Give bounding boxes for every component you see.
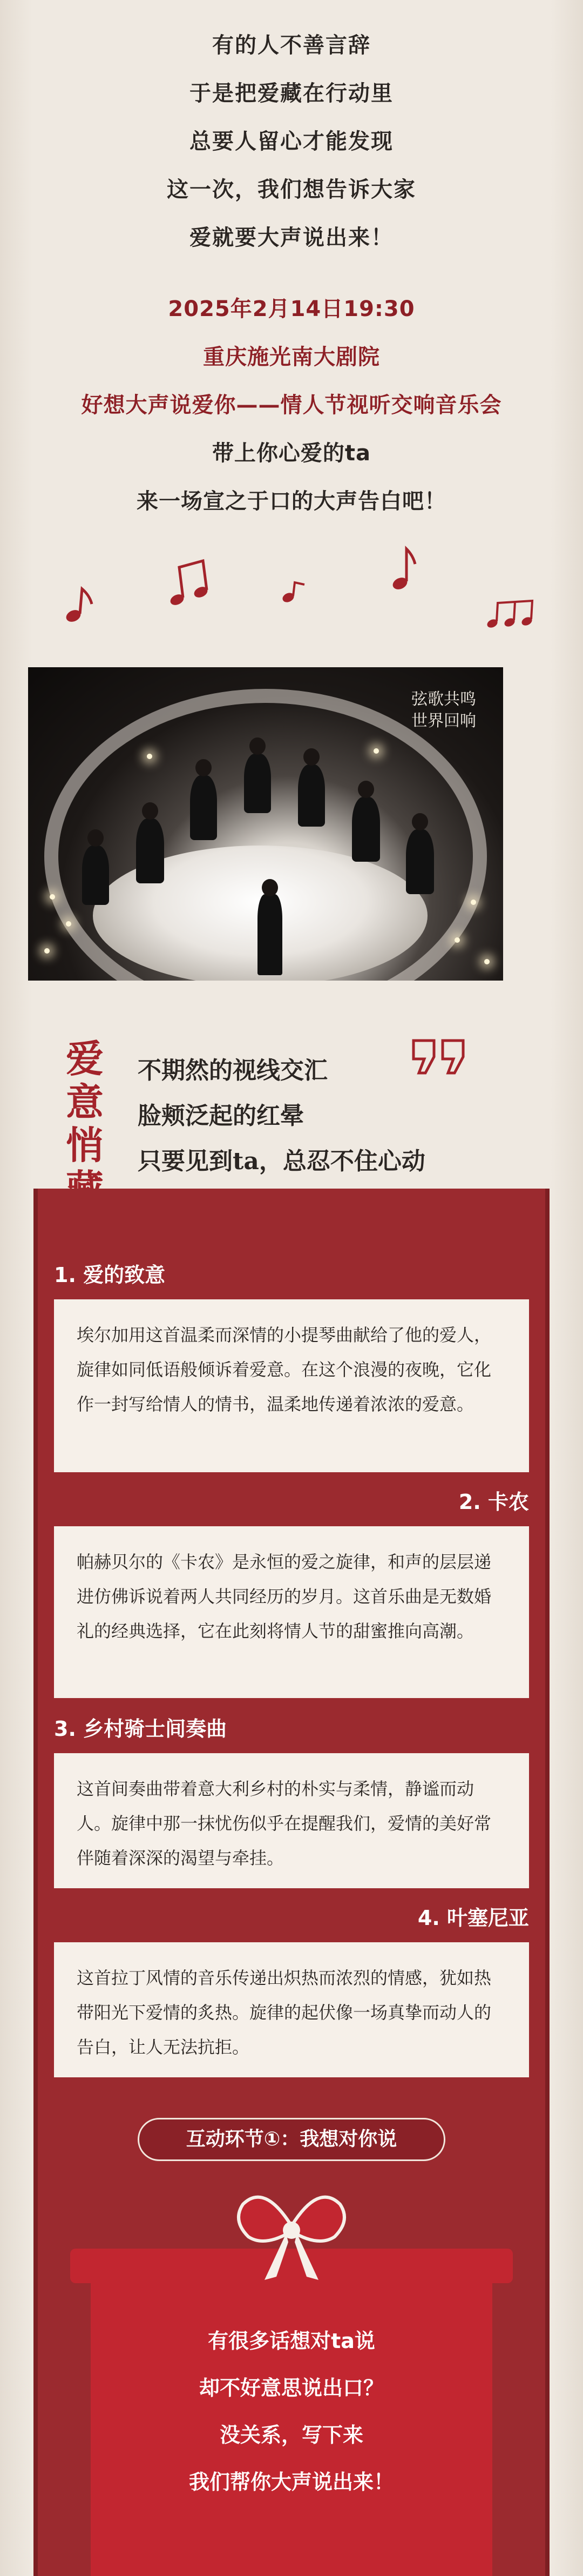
piece-heading: 1. 爱的致意 [54, 1263, 166, 1287]
love-line: 脸颊泛起的红晕 [138, 1102, 304, 1130]
piece-description: 帕赫贝尔的《卡农》是永恒的爱之旋律，和声的层层递进仿佛诉说着两人共同经历的岁月。这首乐曲是无数婚礼的经典选择，它在此刻将情人节的甜蜜推向高潮。 [77, 1552, 492, 1641]
event-venue: 重庆施光南大剧院 [203, 345, 380, 370]
intro-poem [0, 22, 583, 262]
gift-line: 却不好意思说出口？ [199, 2376, 384, 2400]
piece-description: 这首间奏曲带着意大利乡村的朴实与柔情，静谧而动人。旋律中那一抹忧伤似乎在提醒我们，爱情的美好常伴随着深深的渴望与牵挂。 [77, 1779, 492, 1868]
small-note-icon [281, 578, 308, 605]
piece-description: 埃尔加用这首温柔而深情的小提琴曲献给了他的爱人，旋律如同低语般倾诉着爱意。在这个浪漫的夜晚，它化作一封写给情人的情书，温柔地传递着浓浓的爱意。 [77, 1325, 492, 1414]
double-note-icon [168, 556, 212, 611]
event-info [0, 285, 583, 526]
bow-icon [232, 2188, 351, 2287]
gift-line: 我们帮你大声说出来！ [188, 2470, 394, 2494]
music-note-icon [64, 583, 96, 627]
piece-card [54, 1299, 529, 1472]
intro-line: 有的人不善言辞 [212, 33, 371, 58]
intro-line: 这一次，我们想告诉大家 [167, 177, 416, 202]
piece-heading: 2. 卡农 [458, 1490, 529, 1514]
music-note-icon [391, 546, 418, 594]
triple-note-icon [486, 599, 534, 631]
love-title: 爱 意 悄 [66, 1036, 104, 1168]
event-datetime: 2025年2月14日19:30 [168, 297, 415, 321]
intro-line: 总要人留心才能发现 [189, 129, 394, 154]
love-line: 只要见到ta，总忍不住心动 [138, 1148, 425, 1175]
photo-caption: 弦歌共鸣 世界回响 [411, 690, 476, 730]
intro-line: 爱就要大声说出来！ [189, 225, 394, 250]
piece-heading: 4. 叶塞尼亚 [417, 1906, 529, 1930]
concert-photo [28, 667, 503, 981]
piece-description: 这首拉丁风情的音乐传递出炽热而浓烈的情感，犹如热带阳光下爱情的炙热。旋律的起伏像一场真挚而动人的告白，让人无法抗拒。 [77, 1968, 492, 2057]
piece-card [54, 1753, 529, 1888]
interactive-section-label: 互动环节①：我想对你说 [138, 2118, 445, 2161]
event-call: 来一场宣之于口的大声告白吧！ [137, 489, 446, 514]
gift-line: 没关系，写下来 [219, 2423, 363, 2447]
concert-title: 好想大声说爱你——情人节视听交响音乐会 [81, 393, 502, 418]
piece-heading: 3. 乡村骑士间奏曲 [54, 1717, 227, 1741]
gift-line: 有很多话想对ta说 [208, 2329, 375, 2353]
love-lines [138, 1048, 425, 1184]
piece-card [54, 1526, 529, 1698]
love-line: 不期然的视线交汇 [138, 1057, 328, 1084]
gift-message [91, 2318, 492, 2506]
piece-card [54, 1942, 529, 2077]
intro-line: 于是把爱藏在行动里 [189, 81, 394, 106]
event-invite: 带上你心爱的ta [212, 441, 371, 466]
